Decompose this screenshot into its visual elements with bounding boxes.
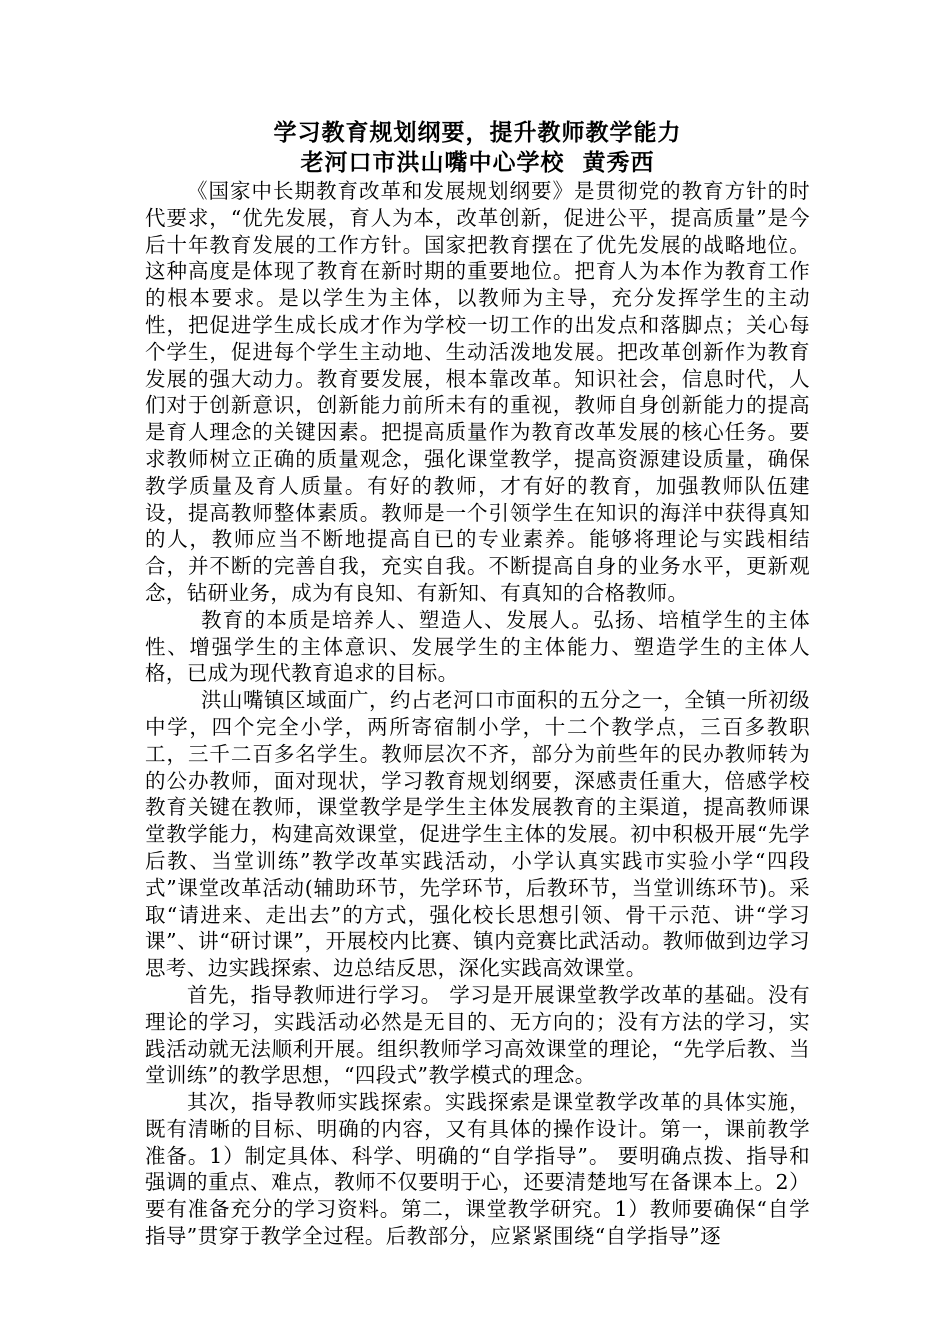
school-name: 老河口市洪山嘴中心学校 <box>300 149 565 176</box>
body-paragraph-3: 洪山嘴镇区域面广，约占老河口市面积的五分之一，全镇一所初级中学，四个完全小学，两所寄宿制小学，十二个教学点，三百多教职工，三千二百多名学生。教师层次不齐，部分为前些年的民办教师转为的公办教师，面对现状，学习教育规划纲要，深感责任重大，倍感学校教育关键在教师，课堂教学是学生主体发展教育的主渠道，提高教师课堂教学能力，构建高效课堂，促进学生主体的发展。初中积极开展“先学后教、当堂训练”教学改革实践活动，小学认真实践市实验小学“四段式”课堂改革活动(辅助环节，先学环节，后教环节，当堂训练环节)。采取“请进来、走出去”的方式，强化校长思想引领、骨干示范、讲“学习课”、讲“研讨课”，开展校内比赛、镇内竞赛比武活动。教师做到边学习思考、边实践探索、边总结反思，深化实践高效课堂。 <box>145 688 810 981</box>
author-name: 黄秀西 <box>582 149 655 176</box>
document-title: 学习教育规划纲要，提升教师教学能力 <box>273 119 682 146</box>
body-paragraph-2: 教育的本质是培养人、塑造人、发展人。弘扬、培植学生的主体性、增强学生的主体意识、发展学生的主体能力、塑造学生的主体人格，已成为现代教育追求的目标。 <box>145 607 810 686</box>
body-paragraph-1: 《国家中长期教育改革和发展规划纲要》是贯彻党的教育方针的时代要求，“优先发展，育人为本，改革创新，促进公平，提高质量”是今后十年教育发展的工作方针。国家把教育摆在了优先发展的战略地位。这种高度是体现了教育在新时期的重要地位。把育人为本作为教育工作的根本要求。是以学生为主体，以教师为主导，充分发挥学生的主动性，把促进学生成长成才作为学校一切工作的出发点和落脚点；关心每个学生，促进每个学生主动地、生动活泼地发展。把改革创新作为教育发展的强大动力。教育要发展，根本靠改革。知识社会，信息时代，人们对于创新意识，创新能力前所未有的重视，教师自身创新能力的提高是育人理念的关键因素。把提高质量作为教育改革发展的核心任务。要求教师树立正确的质量观念，强化课堂教学，提高资源建设质量，确保教学质量及育人质量。有好的教师，才有好的教育，加强教师队伍建设，提高教师整体素质。教师是一个引领学生在知识的海洋中获得真知的人，教师应当不断地提高自已的专业素养。能够将理论与实践相结合，并不断的完善自我，充实自我。不断提高自身的业务水平，更新观念，钻研业务，成为有良知、有新知、有真知的合格教师。 <box>145 179 810 605</box>
author-byline <box>145 148 810 178</box>
body-paragraph-4: 首先，指导教师进行学习。 学习是开展课堂教学改革的基础。没有理论的学习，实践活动必然是无目的、无方向的；没有方法的学习，实践活动就无法顺利开展。组织教师学习高效课堂的理论，“先学后教、当堂训练”的教学思想，“四段式”教学模式的理念。 <box>145 982 810 1088</box>
document-page <box>145 118 810 1250</box>
body-paragraph-5: 其次，指导教师实践探索。实践探索是课堂教学改革的具体实施，既有清晰的目标、明确的内容，又有具体的操作设计。第一，课前教学准备。1）制定具体、科学、明确的“自学指导”。 要明确点拨、指导和强调的重点、难点，教师不仅要明于心，还要清楚地写在备课本上。2）要有准备充分的学习资料。第二，课堂教学研究。1）教师要确保“自学指导”贯穿于教学全过程。后教部分，应紧紧围绕“自学指导”逐 <box>145 1090 810 1249</box>
